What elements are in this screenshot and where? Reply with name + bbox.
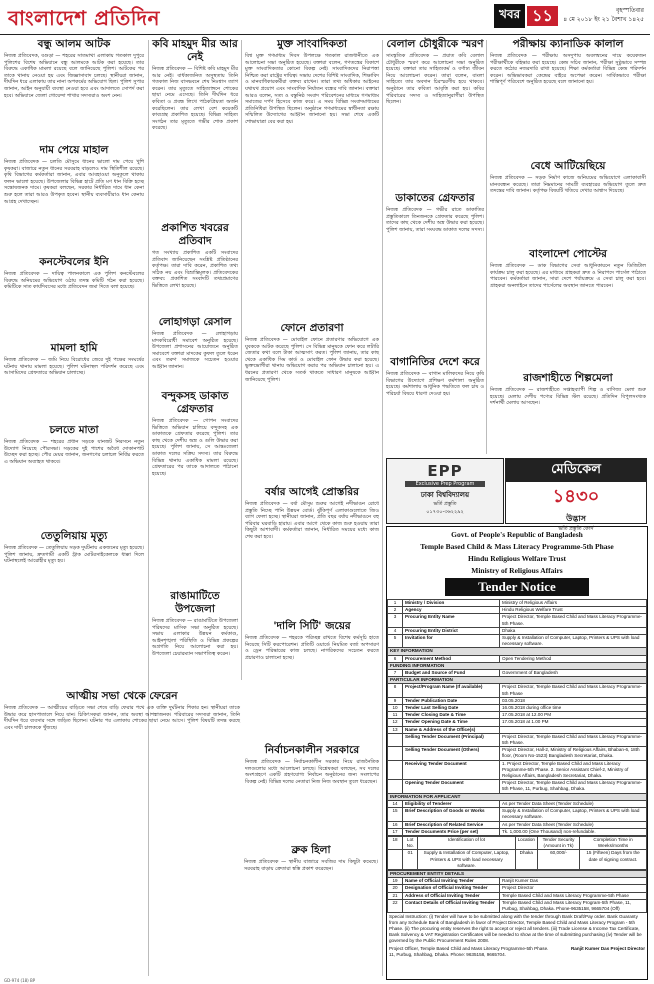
article-headline: ডাকাতের গ্রেফতার <box>395 192 475 204</box>
procurement-heading: PROCUREMENT ENTITY DETAILS <box>388 870 647 877</box>
tender-row-value: Project Director, Temple Based Child and Mass Literacy Programme-5th Phase. <box>500 614 647 627</box>
article-11 <box>152 390 238 586</box>
tender-row-key: Ministry / Division <box>403 600 500 607</box>
tender-row <box>388 733 647 746</box>
tender-section-heading: FUNDING INFORMATION <box>388 662 647 669</box>
tender-row <box>388 726 647 733</box>
tender-row <box>388 719 647 726</box>
tender-row-key: Opening Tender Document <box>403 780 500 793</box>
tender-row-key: Invitation for <box>403 635 500 648</box>
tender-row-number <box>388 733 403 746</box>
tender-row <box>388 684 647 697</box>
procurement-row-key: Designation of Official Inviting Tender <box>403 885 500 892</box>
article-body: নিজস্ব প্রতিবেদক — স্থানীয় বাজারে সবজির দাম কিছুটা কমেছে। সরবরাহ বাড়ায় ক্রেতারা স্বস্তি প্রকাশ করেছেন। <box>244 859 378 872</box>
tender-row-number: 8 <box>388 684 403 697</box>
article-headline: আত্মীয় সভা থেকে ফেরেন <box>66 690 178 702</box>
article-headline: মামলা হামি <box>50 342 98 354</box>
tender-row <box>388 828 647 835</box>
procurement-row <box>388 885 647 892</box>
tender-row-value: Project Director, Hall-2, Ministry of Religious Affairs, Bhaban-6, 18th floor, (Room No-1523) Bangladesh Secretariat, Dhaka. <box>500 747 647 760</box>
tender-project: Temple Based Child & Mass Literacy Programme-5th Phase <box>420 542 614 551</box>
tender-sign-left: Project Officer, Temple Based Child and Mass Literacy Programme-5th Phase. 11, Purbug, Shahbag, Dhaka. Phone: 9635158, 9665704. <box>389 946 549 958</box>
lot-header-cell: Lot No. <box>403 836 418 849</box>
tender-row <box>388 662 647 669</box>
tender-row <box>388 655 647 662</box>
article-headline: 'দালি সিটি' জয়ের <box>273 620 351 632</box>
article-24 <box>490 248 646 368</box>
tender-row <box>388 705 647 712</box>
article-body: নিজস্ব প্রতিবেদক — চলতি মৌসুমে ধানের ভালো দাম পেয়ে খুশি কৃষকরা। বাজারে নতুন ধানের সরবরাহ বাড়লেও দাম স্থিতিশীল রয়েছে। কৃষি বিভাগের কর্মকর্তারা জানান, এবার আবহাওয়া অনুকূলে থাকায় ফলন ভালো হয়েছে। উপজেলার বিভিন্ন হাটে প্রতি মণ ধান বিক্রি হচ্ছে সন্তোষজনক দামে। কৃষকরা বলছেন, সরকার নির্ধারিত দামে ধান কেনা শুরু হলে তারা আরও উপকৃত হবেন। স্থানীয় ব্যবসায়ীরাও ধান কেনায় আগ্রহ দেখাচ্ছেন। <box>4 159 144 205</box>
article-body: নিজস্ব প্রতিবেদক — বাগান মালিকদের নিয়ে কৃষি বিভাগের উদ্যোগে প্রশিক্ষণ কর্মশালা অনুষ্ঠিত হয়েছে। কর্মশালায় আধুনিক পদ্ধতিতে ফল চাষ ও পরিচর্যা বিষয়ে ধারণা দেওয়া হয়। <box>386 371 484 397</box>
article-body: নিজস্ব প্রতিবেদক — দায়িত্ব পালনকালে এক পুলিশ কনস্টেবলের বিরুদ্ধে অনিয়মের অভিযোগ ওঠায় তদন্ত কমিটি গঠন করা হয়েছে। কমিটিকে সাত কার্যদিবসের মধ্যে প্রতিবেদন জমা দিতে বলা হয়েছে। <box>4 271 144 291</box>
tender-row <box>388 614 647 627</box>
tender-row-value: Ministry of Religious Affairs <box>500 600 647 607</box>
tender-row-number: 15 <box>388 808 403 821</box>
epp-logo: EPP <box>427 462 463 480</box>
tender-row-value: As per Tender Data Sheet (Tender Schedule) <box>500 821 647 828</box>
article-6 <box>4 530 144 640</box>
article-25 <box>490 372 646 454</box>
tender-row-key: Receiving Tender Document <box>403 760 500 780</box>
article-body: নিজস্ব প্রতিবেদক — রাঙামাটিতে উপজেলা পরিষদের মাসিক সভা অনুষ্ঠিত হয়েছে। সভায় এলাকার উন্নয়ন কর্মকাণ্ড, আইনশৃঙ্খলা পরিস্থিতি ও বিভিন্ন প্রকল্পের অগ্রগতি নিয়ে আলোচনা করা হয়। উপজেলা চেয়ারম্যান সভাপতিত্ব করেন। <box>152 618 238 657</box>
tender-row-number: 5 <box>388 635 403 648</box>
tender-row-key: Tender Documents Price (per set) <box>403 828 500 835</box>
procurement-row-number: 22 <box>388 899 403 912</box>
tender-row <box>388 821 647 828</box>
tender-row-value: 03.05.2018 <box>500 697 647 704</box>
article-headline: কনস্টেবলের ইনি <box>39 256 109 268</box>
tender-row-number: 11 <box>388 712 403 719</box>
procurement-row-number: 20 <box>388 885 403 892</box>
tender-row-number: 6 <box>388 655 403 662</box>
procurement-heading-row <box>388 870 647 877</box>
article-headline: বেলাল চৌধুরীকে স্মরণ <box>386 38 484 50</box>
article-8 <box>152 38 238 218</box>
tender-row-value: 17.05.2018 at 1.00 PM <box>500 719 647 726</box>
lot-cell: 01 <box>403 850 418 870</box>
article-headline: তেতুলিয়ায় মৃত্যু <box>40 530 108 542</box>
article-headline: বাগানিতির দেশে করে <box>390 356 480 368</box>
tender-ministry: Ministry of Religious Affairs <box>471 566 563 575</box>
article-headline: ব্রুক হিলা <box>291 844 331 856</box>
tender-row-value: Dhaka <box>500 627 647 634</box>
article-body: নিজস্ব প্রতিবেদক — গভীর রাতে ডাকাতির প্রস্তুতিকালে তিনজনকে গ্রেফতার করেছে পুলিশ। তাদের কাছ থেকে দেশীয় অস্ত্র উদ্ধার করা হয়েছে। পুলিশ জানায়, তারা সংঘবদ্ধ ডাকাত দলের সদস্য। <box>386 207 484 233</box>
tender-row-value: 1. Project Director, Temple Based Child and Mass Literacy Programme-5th Phase. 2. Senior Assistant Chief-2, Ministry of Religious Affairs, Bangladesh Secretariat, Dhaka. <box>500 760 647 780</box>
article-headline: বেধে আটিয়েছিয়ে <box>530 160 606 172</box>
procurement-row-value: Temple Based Child and Mass Literacy Program-5th Phase, 11, Purbug, Shahbag, Dhaka. Phone-9635158, 9665704 (Off) <box>500 899 647 912</box>
article-body: সাংস্কৃতিক প্রতিবেদক — প্রয়াত কবি বেলাল চৌধুরীকে স্মরণ করে আলোচনা সভা অনুষ্ঠিত হয়েছে। বক্তারা তার সাহিত্যকর্ম ও বর্ণাঢ্য জীবন নিয়ে আলোচনা করেন। তারা বলেন, বাংলা সাহিত্যে তার অবদান চিরস্মরণীয় হয়ে থাকবে। অনুষ্ঠানে তার কবিতা আবৃত্তি করা হয়। কবির পরিবারের সদস্য ও সাহিত্যানুরাগীরা উপস্থিত ছিলেন। <box>386 53 484 106</box>
tender-row-number: 9 <box>388 697 403 704</box>
article-body: নিজস্ব প্রতিবেদক — নির্বাচনকালীন সরকার নিয়ে রাজনৈতিক দলগুলোর মধ্যে আলোচনা চলছে। বিশ্লেষকরা বলছেন, সব দলের অংশগ্রহণে একটি গ্রহণযোগ্য নির্বাচন অনুষ্ঠানের জন্য সংলাপের বিকল্প নেই। বিভিন্ন দলের নেতারা নিজ নিজ অবস্থান তুলে ধরেছেন। <box>245 759 379 785</box>
lot-cell: Supply & Installation of Computer, Laptop, Printers & UPS with load necessary software. <box>418 850 515 870</box>
column-rule <box>382 40 383 976</box>
tender-row-key: Brief Description of Related Service <box>403 821 500 828</box>
tender-row <box>388 600 647 607</box>
article-1 <box>4 38 144 142</box>
tender-row-number: 17 <box>388 828 403 835</box>
lot-row <box>388 850 647 870</box>
article-body: নিজস্ব প্রতিবেদক, বগুড়া — শহরের সাতমাথা এলাকায় গতকাল দুপুরে পুলিশের বিশেষ অভিযানে বন্ধু আলমকে আটক করা হয়েছে। তার বিরুদ্ধে একাধিক মামলা রয়েছে বলে জানিয়েছে পুলিশ। আটকের পর তাকে থানায় নেওয়া হয় এবং জিজ্ঞাসাবাদ চলছে। স্থানীয়রা জানান, দীর্ঘদিন ধরে এলাকায় তার নানা অপকর্মের অভিযোগ ছিল। পুলিশ সুপার জানান, আইন অনুযায়ী ব্যবস্থা নেওয়া হবে এবং আদালতে সোপর্দ করা হবে। অভিযানে জেলা গোয়েন্দা শাখার সদস্যরাও অংশ নেন। <box>4 53 144 99</box>
tender-row-key: Selling Tender Document (Others) <box>403 747 500 760</box>
tender-row <box>388 712 647 719</box>
tender-row-key: Procuring Entity Name <box>403 614 500 627</box>
dateline-date: ৪ মে ২০১৮ ইং ২১ বৈশাখ ১৪২৫ <box>563 16 644 23</box>
tender-row-number: 10 <box>388 705 403 712</box>
tender-row-number: 16 <box>388 821 403 828</box>
lot-cell: Dhaka <box>515 850 537 870</box>
article-headline: রাজশাহীতে শিল্পমেলা <box>523 372 613 384</box>
article-18 <box>245 744 379 842</box>
article-headline: কবি মাহমুদ মীর আর নেই <box>152 38 238 63</box>
article-headline: লোহাগড়া রেসাল <box>158 316 232 328</box>
tender-row <box>388 747 647 760</box>
tender-banner: Tender Notice <box>445 578 589 596</box>
article-body: গত সংখ্যায় প্রকাশিত একটি সংবাদের প্রতিবাদ জানিয়েছেন সংশ্লিষ্ট প্রতিষ্ঠানের কর্তৃপক্ষ। তারা দাবি করেন, প্রকাশিত তথ্য সঠিক নয় এবং বিভ্রান্তিমূলক। প্রতিবেদকের বক্তব্য: প্রকাশিত সংবাদটি তথ্যপ্রমাণের ভিত্তিতে লেখা হয়েছে। <box>152 250 238 289</box>
epp-phone: ০১৭৩০-৩৬২২৯২ <box>426 509 464 515</box>
procurement-table <box>387 870 647 913</box>
tender-row-number: 14 <box>388 800 403 807</box>
dateline <box>552 6 644 24</box>
lot-header-cell: Tender Security (Amount in Tk) <box>537 836 579 849</box>
article-headline: বর্ষার আগেই প্রোস্তরির <box>265 486 359 498</box>
tender-row <box>388 780 647 793</box>
article-21 <box>386 356 484 454</box>
tender-row-value: Government of Bangladesh <box>500 670 647 677</box>
procurement-row <box>388 899 647 912</box>
article-headline: পরীক্ষায় ক্যানাডিক কালাল <box>512 38 624 50</box>
article-19 <box>386 38 484 188</box>
tender-row <box>388 793 647 800</box>
tender-row-key: Tender Opening Date & Time <box>403 719 500 726</box>
tender-row <box>388 800 647 807</box>
article-headline: প্রকাশিত খবরের প্রতিবাদ <box>161 222 229 247</box>
article-headline: দাম পেয়ে মাহাল <box>39 144 109 156</box>
procurement-row-number: 21 <box>388 892 403 899</box>
tender-signature <box>387 945 647 959</box>
column-rule <box>241 40 242 680</box>
tender-row-key: Tender Last Selling Date <box>403 705 500 712</box>
tender-row-value: As per Tender Data Sheet (Tender Schedule) <box>500 800 647 807</box>
tender-row-value: Supply & Installation of Computer, Laptop, Printers & UPS with load necessary software. <box>500 808 647 821</box>
tender-row-value: Open Tendering Method <box>500 655 647 662</box>
article-body: নিজস্ব প্রতিবেদক — শহরের প্রধান সড়কে যানজট নিরসনে নতুন উদ্যোগ নিয়েছে পৌরসভা। সড়কের দুই পাশের অবৈধ দোকানপাট উচ্ছেদ করা হচ্ছে। পৌর মেয়র জানান, জনগণের চলাচল নির্বিঘ্ন করতে এ অভিযান অব্যাহত থাকবে। <box>4 439 144 465</box>
medical-line: ভর্তি প্রস্তুতি কোর্স <box>558 526 594 532</box>
article-10 <box>152 316 238 386</box>
tender-section-heading: INFORMATION FOR APPLICANT <box>388 793 647 800</box>
article-body: নিজস্ব প্রতিবেদক — আত্মীয়ের বাড়িতে সভা শেষে বাড়ি ফেরার পথে এক ব্যক্তি দুর্ঘটনার শিকার হন। স্থানীয়রা তাকে উদ্ধার করে হাসপাতালে নিয়ে যান। চিকিৎসকরা জানান, তার অবস্থা আশঙ্কাজনক। পরিবারের সদস্যরা জানান, তিনি দীর্ঘদিন ধরে ব্যবসার সঙ্গে জড়িত ছিলেন। ঘটনার পর এলাকায় শোকের ছায়া নেমে আসে। পুলিশ বিষয়টি তদন্ত করছে এবং দায়ী চালককে খুঁজছে। <box>4 705 240 731</box>
section-label <box>494 6 558 26</box>
article-body: নিজস্ব প্রতিবেদক — সড়ক নির্মাণ কাজে অনিয়মের অভিযোগে এলাকাবাসী মানববন্ধন করেছে। তারা নিম্নমানের সামগ্রী ব্যবহারের অভিযোগ তুলে দ্রুত তদন্তের দাবি জানান। কর্তৃপক্ষ বিষয়টি খতিয়ে দেখার আশ্বাস দিয়েছে। <box>490 175 646 195</box>
tender-row-value: Project Director, Temple Based Child and Mass Literacy Programme-5th Phase, 11, Purbug, Shahbag, Dhaka. <box>500 780 647 793</box>
medical-year: ১৪৩০ <box>552 486 600 507</box>
column-rule <box>486 40 487 454</box>
lot-cell: 15 (Fifteen) Days from the date of signing contract. <box>580 850 647 870</box>
article-body: নিজস্ব প্রতিবেদক — ডাক বিভাগের সেবা আধুনিকায়নে নতুন ডিজিটাল কার্যক্রম চালু করা হয়েছে। এর মাধ্যমে গ্রাহকরা দ্রুত ও নিরাপদে পার্সেল পাঠাতে পারবেন। কর্মকর্তারা জানান, সারা দেশে পর্যায়ক্রমে এ সেবা চালু করা হবে। গ্রাহকরা অনলাইনে তাদের পার্সেলের অবস্থান জানতে পারবেন। <box>490 263 646 289</box>
tender-row-value <box>500 726 647 733</box>
article-headline: বন্ধু আলম আটক <box>37 38 111 50</box>
section-name: খবর <box>494 4 525 28</box>
article-headline: নির্বাচনকালীন সরকারে <box>264 744 360 756</box>
page-number: ১১ <box>527 6 558 26</box>
article-headline: ফোনে প্রতারণা <box>280 322 344 334</box>
tender-sign-right: Ranjit Kumer Das Project Director <box>570 946 645 952</box>
article-body: নিজস্ব প্রতিবেদক — বিশিষ্ট কবি মাহমুদ মীর আর নেই। বার্ধক্যজনিত অসুস্থতায় তিনি গতকাল নিজ বাসভবনে শেষ নিঃশ্বাস ত্যাগ করেন। তার মৃত্যুতে সাহিত্যাঙ্গনে শোকের ছায়া নেমে এসেছে। তিনি দীর্ঘদিন ধরে কবিতা ও প্রবন্ধ লিখে পাঠকপ্রিয়তা অর্জন করেছিলেন। তার লেখা বেশ কয়েকটি কাব্যগ্রন্থ প্রকাশিত হয়েছে। বিভিন্ন সাহিত্য সংগঠন তার মৃত্যুতে গভীর শোক প্রকাশ করেছে। <box>152 66 238 132</box>
tender-row <box>388 670 647 677</box>
tender-row-number <box>388 760 403 780</box>
lot-cell: 60,000/- <box>537 850 579 870</box>
article-body: নিজস্ব প্রতিবেদক — শহরকে পরিচ্ছন্ন রাখতে বিশেষ কর্মসূচি হাতে নিয়েছে সিটি করপোরেশন। প্রতিটি ওয়ার্ডে নিয়মিত বর্জ্য অপসারণ ও ড্রেন পরিষ্কারের কাজ চলছে। নাগরিকদের সচেতন করতে প্রচারণাও চালানো হচ্ছে। <box>245 635 379 661</box>
tender-row-key: Eligibility of Tenderer <box>403 800 500 807</box>
masthead <box>0 0 650 35</box>
tender-row-number: 3 <box>388 614 403 627</box>
lot-header-row <box>388 836 647 849</box>
newspaper-logo: বাংলাদেশ প্রতিদিন <box>8 6 160 30</box>
lot-header-cell: Identification of lot <box>418 836 515 849</box>
tender-row-number: 12 <box>388 719 403 726</box>
tender-row-number <box>388 747 403 760</box>
tender-row <box>388 697 647 704</box>
article-4 <box>4 342 144 422</box>
article-headline: বন্দুকসহ ডাকাত গ্রেফতার <box>161 390 229 415</box>
tender-row-value: Supply & Installation of Computer, Laptop, Printers & UPS with load necessary software. <box>500 635 647 648</box>
procurement-row-key: Contact Details of Official Inviting Tender <box>403 899 500 912</box>
tender-row-number <box>388 780 403 793</box>
tender-row <box>388 627 647 634</box>
lot-header-cell: Location <box>515 836 537 849</box>
article-body: নিজস্ব প্রতিবেদক — পরীক্ষায় অসদুপায় অবলম্বনের দায়ে কয়েকজন পরীক্ষার্থীকে বহিষ্কার করা হয়েছে। কেন্দ্র সচিব জানান, পরীক্ষা সুষ্ঠুভাবে সম্পন্ন করতে কঠোর নজরদারি রাখা হয়েছে। শিক্ষা কর্মকর্তারা বিভিন্ন কেন্দ্র পরিদর্শন করেন। অভিভাবকরা কেন্দ্রের বাইরে অপেক্ষা করেন। সার্বিকভাবে পরীক্ষা শান্তিপূর্ণ পরিবেশে অনুষ্ঠিত হয়েছে বলে জানানো হয়। <box>490 53 646 86</box>
tender-row <box>388 648 647 655</box>
tender-row-number: 1 <box>388 600 403 607</box>
article-16 <box>245 486 379 616</box>
article-headline: বাংলাদেশ পোস্টের <box>529 248 607 260</box>
lot-row-number: 18 <box>388 836 403 849</box>
procurement-row-key: Address of Official Inviting Tender <box>403 892 500 899</box>
article-15 <box>245 322 379 482</box>
tender-row-key: Procuring Entity District <box>403 627 500 634</box>
article-22 <box>490 38 646 156</box>
dateline-day: বৃহস্পতিবার <box>616 7 644 14</box>
article-body: নিজস্ব প্রতিবেদক — বর্ষা মৌসুম শুরুর আগেই নদীভাঙন রোধে প্রস্তুতি নিচ্ছে পানি উন্নয়ন বোর্ড। ঝুঁকিপূর্ণ এলাকাগুলোতে জিও ব্যাগ ফেলা হচ্ছে। স্থানীয়রা জানান, প্রতি বছর বর্ষায় নদীভাঙনে বহু পরিবার ঘরবাড়ি হারায়। এবার আগে থেকে কাজ শুরু হওয়ায় তারা কিছুটা আশাবাদী। কর্মকর্তারা জানান, নির্ধারিত সময়ের মধ্যে কাজ শেষ করা হবে। <box>245 501 379 540</box>
tender-section-heading: KEY INFORMATION <box>388 648 647 655</box>
tender-row-value: Project Director, Temple Based Child and Mass Literacy Programme-5th Phase. <box>500 733 647 746</box>
tender-row-number: 2 <box>388 607 403 614</box>
medical-advertisement[interactable] <box>505 458 647 532</box>
article-body: নিজস্ব প্রতিবেদক — মোবাইল ফোনে প্রতারণার অভিযোগে এক যুবককে আটক করেছে পুলিশ। সে বিভিন্ন মানুষকে ফোন করে লটারি জেতার কথা বলে টাকা আত্মসাৎ করত। পুলিশ জানায়, তার কাছ থেকে একাধিক সিম কার্ড ও মোবাইল ফোন উদ্ধার করা হয়েছে। ভুক্তভোগীরা থানায় অভিযোগ করার পর অভিযান চালানো হয়। এ ধরনের প্রতারণা থেকে সতর্ক থাকতে সাধারণ মানুষকে আহ্বান জানিয়েছে পুলিশ। <box>245 337 379 383</box>
tender-row-number: 7 <box>388 670 403 677</box>
tender-row <box>388 607 647 614</box>
article-9 <box>152 222 238 312</box>
tender-notice <box>386 526 648 980</box>
article-7 <box>4 690 240 976</box>
lot-row-number <box>388 850 403 870</box>
article-23 <box>490 160 646 244</box>
tender-row-key: Tender Publication Date <box>403 697 500 704</box>
procurement-row-value: Temple Based Child and Mass Literacy Programme-5th Phase <box>500 892 647 899</box>
tender-row <box>388 677 647 684</box>
tender-row-key: Budget and Source of Fund <box>403 670 500 677</box>
tender-row-key: Project/Program Name (If available) <box>403 684 500 697</box>
tender-row-key: Agency <box>403 607 500 614</box>
article-headline: মুক্ত সাংবাদিকতা <box>277 38 347 50</box>
tender-row-value: Tk. 1,000.00 (One Thousand) non-refundable. <box>500 828 647 835</box>
tender-row-key: Name & Address of the Office(s) <box>403 726 500 733</box>
article-2 <box>4 144 144 254</box>
tender-row-key: Brief Description of Goods or Works <box>403 808 500 821</box>
article-headline: চলতে মাতা <box>49 424 99 436</box>
tender-row <box>388 635 647 648</box>
procurement-row-value: Project Director <box>500 885 647 892</box>
tender-gov: Govt. of People's Republic of Bangladesh <box>451 530 583 539</box>
tender-row-key: Tender Closing Date & Time <box>403 712 500 719</box>
tender-row-number: 13 <box>388 726 403 733</box>
tender-section-heading: PARTICULAR INFORMATION <box>388 677 647 684</box>
procurement-row-number: 19 <box>388 878 403 885</box>
article-3 <box>4 256 144 340</box>
article-13 <box>244 844 378 974</box>
tender-row <box>388 808 647 821</box>
procurement-row-key: Name of Official Inviting Tender <box>403 878 500 885</box>
tender-row-key: Procurement Method <box>403 655 500 662</box>
article-14 <box>245 38 379 318</box>
medical-org: উদ্ভাস <box>566 514 586 523</box>
tender-row-key: Selling Tender Document (Principal) <box>403 733 500 746</box>
epp-advertisement[interactable] <box>386 458 504 524</box>
article-body: নিজস্ব প্রতিবেদক — লোহাগড়ায় মাদকবিরোধী সমাবেশ অনুষ্ঠিত হয়েছে। উপজেলা প্রশাসনের আয়োজনে অনুষ্ঠিত সমাবেশে বক্তারা মাদকের কুফল তুলে ধরেন এবং তরুণ সমাজকে সচেতন হওয়ার আহ্বান জানান। <box>152 331 238 370</box>
procurement-row-value: Ranjit Kumer Das <box>500 878 647 885</box>
tender-table <box>387 599 647 836</box>
tender-row-value: Hindu Religious Welfare Trust <box>500 607 647 614</box>
article-body: বিশ্ব মুক্ত গণমাধ্যম দিবস উপলক্ষে গতকাল রাজধানীতে এক আলোচনা সভা অনুষ্ঠিত হয়েছে। বক্তারা বলেন, গণতন্ত্রের বিকাশে মুক্ত সাংবাদিকতার কোনো বিকল্প নেই। সাংবাদিকদের নিরাপত্তা নিশ্চিত করা রাষ্ট্রের দায়িত্ব। সভায় দেশের বিশিষ্ট সাংবাদিক, শিক্ষাবিদ ও মানবাধিকারকর্মীরা বক্তব্য রাখেন। তারা তথ্য অধিকার আইনের যথাযথ প্রয়োগ এবং সাংবাদিক নির্যাতন বন্ধের দাবি জানান। বক্তারা আরও বলেন, সত্য ও বস্তুনিষ্ঠ সংবাদ পরিবেশনের মাধ্যমে গণমাধ্যম সমাজের দর্পণ হিসেবে কাজ করে। এ সময় বিভিন্ন সংবাদমাধ্যমের প্রতিনিধিরা উপস্থিত ছিলেন। অনুষ্ঠানে গণমাধ্যমের স্বাধীনতা রক্ষায় সম্মিলিত উদ্যোগের আহ্বান জানানো হয়। সভা শেষে একটি শোভাযাত্রা বের করা হয়। <box>245 53 379 125</box>
article-12 <box>152 590 238 682</box>
epp-line: ভর্তি প্রস্তুতি <box>433 501 457 507</box>
tender-trust: Hindu Religious Welfare Trust <box>467 554 566 563</box>
epp-institution: ঢাকা বিশ্ববিদ্যালয় <box>420 491 470 499</box>
article-17 <box>245 620 379 740</box>
article-headline: রাঙামাটিতে উপজেলা <box>170 590 220 615</box>
tender-row <box>388 760 647 780</box>
tender-row-value: Project Director, Temple Based Child and Mass Literacy Programme-5th Phase <box>500 684 647 697</box>
article-body: নিজস্ব প্রতিবেদক — তেতুলিয়ায় সড়ক দুর্ঘটনায় একজনের মৃত্যু হয়েছে। পুলিশ জানায়, দ্রুতগামী একটি ট্রাক মোটরসাইকেলকে ধাক্কা দিলে ঘটনাস্থলেই আরোহীর মৃত্যু হয়। <box>4 545 144 565</box>
footer-code: GD-974 (18) BP <box>4 978 36 983</box>
procurement-row <box>388 878 647 885</box>
article-body: নিজস্ব প্রতিবেদক — রাজশাহীতে সপ্তাহব্যাপী শিল্প ও বাণিজ্য মেলা শুরু হয়েছে। মেলায় দেশীয় পণ্যের বিভিন্ন স্টল রয়েছে। প্রতিদিন বিপুলসংখ্যক দর্শনার্থী মেলায় আসছেন। <box>490 387 646 407</box>
lot-table <box>387 836 647 870</box>
tender-special-instruction: Special Instruction: (i) Tender will have to be submitted along with the tender through Bank Draft/Pay order. Bank Guaranty from any Schedule Bank of Bangladesh in favor of Project Director, Temple Based Child and Mass Literacy Program - 5th Phase. (ii) The procuring entity reserves the right to accept or reject all tenders. (iii) Trade License & Income Tax Certificate, Bank Solvency & VAT Registration Certificates will be needed to show at the time of submitting purchasing (iv) Tender will be governed by the Public Procurement Rules 2008. <box>389 914 642 944</box>
lot-header-cell: Completion Time in Weeks/months <box>580 836 647 849</box>
article-5 <box>4 424 144 528</box>
article-body: নিজস্ব প্রতিবেদক — জমি নিয়ে বিরোধের জেরে দুই পক্ষের সংঘর্ষের ঘটনায় থানায় মামলা হয়েছে। পুলিশ ঘটনাস্থল পরিদর্শন করেছে এবং আসামিদের গ্রেফতারে অভিযান চালাচ্ছে। <box>4 357 144 377</box>
article-20 <box>386 192 484 352</box>
article-body: নিজস্ব প্রতিবেদক — গোপন সংবাদের ভিত্তিতে অভিযান চালিয়ে বন্দুকসহ এক ডাকাতকে গ্রেফতার করেছে পুলিশ। তার কাছ থেকে দেশীয় অস্ত্র ও গুলি উদ্ধার করা হয়েছে। পুলিশ জানায়, সে আন্তঃজেলা ডাকাত দলের সক্রিয় সদস্য। তার বিরুদ্ধে বিভিন্ন থানায় একাধিক মামলা রয়েছে। গ্রেফতারের পর তাকে আদালতে পাঠানো হয়েছে। <box>152 418 238 477</box>
medical-title: মেডিকেল <box>506 459 646 482</box>
epp-tagline: Exclusive Prep Program <box>405 481 485 487</box>
procurement-row <box>388 892 647 899</box>
tender-row-value: 16.05.2018 during office time <box>500 705 647 712</box>
tender-row-number: 4 <box>388 627 403 634</box>
tender-row-value: 17.05.2018 at 12.00 PM <box>500 712 647 719</box>
